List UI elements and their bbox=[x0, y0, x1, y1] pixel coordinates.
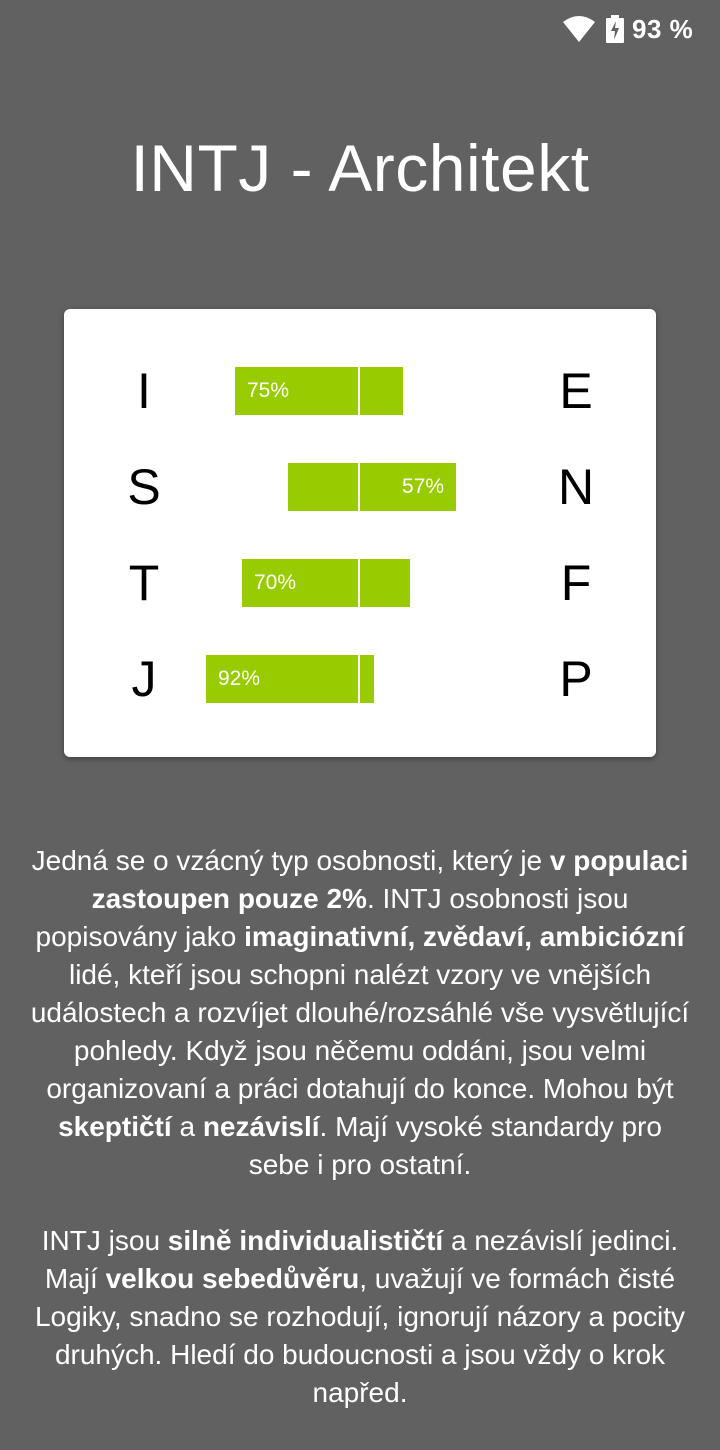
left-letter: T bbox=[128, 555, 160, 611]
percent-label: 75% bbox=[247, 379, 290, 402]
right-letter: E bbox=[559, 363, 593, 419]
dimension-bar bbox=[235, 367, 403, 415]
dimension-row-jp bbox=[64, 651, 656, 707]
status-bar bbox=[0, 0, 720, 60]
percent-label: 70% bbox=[254, 571, 297, 594]
dimension-row-tf bbox=[64, 555, 656, 611]
wifi-icon bbox=[563, 16, 595, 42]
center-divider bbox=[358, 463, 360, 511]
left-letter: I bbox=[137, 363, 151, 419]
percent-label: 92% bbox=[218, 667, 261, 690]
personality-description bbox=[24, 842, 696, 1450]
dimension-bar bbox=[242, 559, 410, 607]
percent-label: 57% bbox=[401, 475, 444, 498]
battery-charging-icon bbox=[606, 15, 624, 43]
right-letter: P bbox=[559, 651, 593, 707]
battery-percentage: 93 % bbox=[632, 14, 694, 44]
right-letter: N bbox=[557, 459, 595, 515]
left-letter: J bbox=[131, 651, 157, 707]
page-title: INTJ - Architekt bbox=[130, 131, 590, 205]
dimension-row-ie bbox=[64, 363, 656, 419]
description-paragraph-1: Jedná se o vzácný typ osobnosti, který je v populaci zastoupen pouze 2%. INTJ osobnosti jsou popisovány jako imaginativní, zvědaví, ambiciózní lidé, kteří jsou schopni nalézt vzory ve vnějších událostech a rozvíjet dlouhé/rozsáhlé vše vysvětlující pohledy. Když jsou něčemu oddáni, jsou velmi organizovaní a práci dotahují do konce. Mohou být skeptičtí a nezávislí. Mají vysoké standardy pro sebe i pro ostatní. bbox=[30, 845, 690, 1180]
dimension-row-sn bbox=[64, 459, 656, 515]
center-divider bbox=[358, 655, 360, 703]
left-letter: S bbox=[127, 459, 161, 515]
description-paragraph-2: INTJ jsou silně individualističtí a nezávislí jedinci. Mají velkou sebedůvěru, uvažují ve formách čisté Logiky, snadno se rozhodují, ignorují názory a pocity druhých. Hledí do budoucnosti a jsou vždy o krok napřed. bbox=[34, 1225, 686, 1408]
dimension-bar bbox=[206, 655, 374, 703]
center-divider bbox=[358, 367, 360, 415]
right-letter: F bbox=[560, 555, 592, 611]
center-divider bbox=[358, 559, 360, 607]
dimension-bar bbox=[288, 463, 456, 511]
personality-chart-card bbox=[64, 309, 656, 757]
